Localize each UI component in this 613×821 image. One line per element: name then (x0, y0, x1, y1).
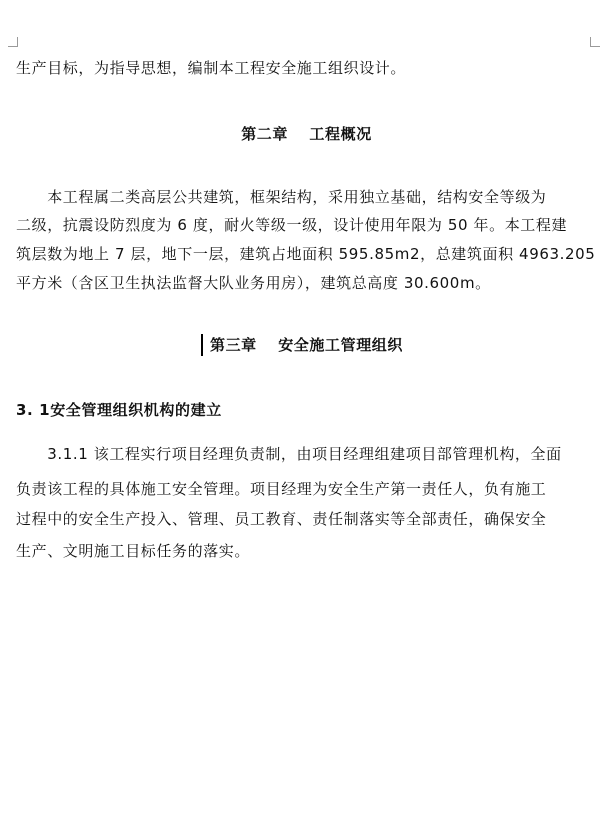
top-right-margin-mark (590, 37, 600, 47)
top-left-margin-mark (8, 37, 18, 47)
paragraph-line: 二级，抗震设防烈度为 6 度，耐火等级一级，设计使用年限为 50 年。本工程建 (16, 216, 568, 234)
chapter-3-heading[interactable]: 第三章 安全施工管理组织 (209, 336, 404, 354)
paragraph-line: 本工程属二类高层公共建筑，框架结构，采用独立基础，结构安全等级为 (16, 188, 547, 206)
section-3-1-heading: 3. 1安全管理组织机构的建立 (16, 401, 222, 419)
paragraph-line: 生产、文明施工目标任务的落实。 (16, 542, 251, 560)
chapter-2-heading: 第二章 工程概况 (241, 125, 372, 143)
paragraph-line: 3.1.1 该工程实行项目经理负责制，由项目经理组建项目部管理机构，全面 (16, 445, 562, 463)
paragraph-line: 生产目标，为指导思想，编制本工程安全施工组织设计。 (16, 59, 407, 77)
paragraph-line: 平方米（含区卫生执法监督大队业务用房），建筑总高度 30.600m。 (16, 274, 491, 292)
paragraph-line: 筑层数为地上 7 层，地下一层，建筑占地面积 595.85m2，总建筑面积 4963.205 (16, 245, 596, 263)
paragraph-line: 负责该工程的具体施工安全管理。项目经理为安全生产第一责任人，负有施工 (16, 480, 547, 498)
paragraph-line: 过程中的安全生产投入、管理、员工教育、责任制落实等全部责任，确保安全 (16, 510, 547, 528)
